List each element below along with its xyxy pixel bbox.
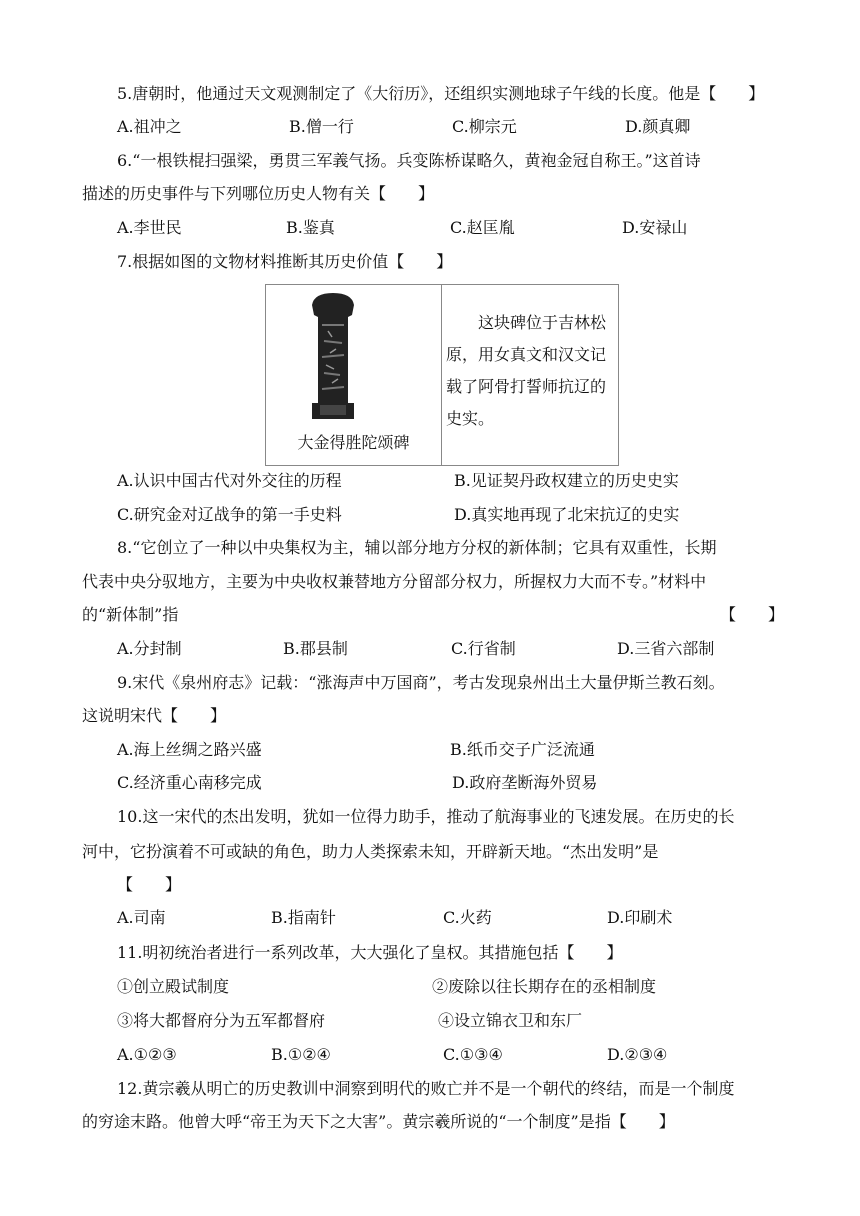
q9-option-c[interactable]: C.经济重心南移完成 (117, 773, 262, 792)
q8-option-a[interactable]: A.分封制 (117, 639, 182, 658)
q6-stem-line1: 6.“一根铁棍扫强梁，勇贯三军義气扬。兵变陈桥谋略久，黄袍金冠自称王。”这首诗 (117, 151, 701, 170)
q11-stem: 11.明初统治者进行一系列改革，大大强化了皇权。其措施包括【 】 (117, 943, 623, 962)
q10-stem-line2: 河中，它扮演着不可或缺的角色，助力人类探索未知，开辟新天地。“杰出发明”是 (82, 842, 659, 861)
q8-stem-line3: 的“新体制”指 (82, 605, 179, 624)
q10-option-a[interactable]: A.司南 (117, 908, 166, 927)
q7-option-b[interactable]: B.见证契丹政权建立的历史史实 (454, 471, 679, 490)
q12-stem-line2: 的穷途末路。他曾大呼“帝王为天下之大害”。黄宗羲所说的“一个制度”是指【 】 (82, 1112, 675, 1131)
q5-option-a[interactable]: A.祖冲之 (117, 117, 182, 136)
relic-description: 这块碑位于吉林松原，用女真文和汉文记载了阿骨打誓师抗辽的史实。 (446, 313, 607, 428)
q10-option-b[interactable]: B.指南针 (271, 908, 336, 927)
q5-stem: 5.唐朝时，他通过天文观测制定了《大衍历》，还组织实测地球子午线的长度。他是【 】 (117, 84, 765, 103)
q11-item-2: ②废除以往长期存在的丞相制度 (432, 977, 657, 996)
relic-figure-table (265, 284, 619, 466)
q8-option-c[interactable]: C.行省制 (451, 639, 516, 658)
q9-option-a[interactable]: A.海上丝绸之路兴盛 (117, 740, 262, 759)
q6-option-d[interactable]: D.安禄山 (622, 218, 688, 237)
q11-item-3: ③将大都督府分为五军都督府 (117, 1011, 326, 1030)
q11-option-c[interactable]: C.①③④ (443, 1045, 503, 1064)
q7-stem: 7.根据如图的文物材料推断其历史价值【 】 (117, 252, 453, 271)
q5-option-d[interactable]: D.颜真卿 (625, 117, 691, 136)
relic-caption: 大金得胜陀颂碑 (297, 433, 410, 452)
q5-option-b[interactable]: B.僧一行 (289, 117, 354, 136)
q9-option-d[interactable]: D.政府垄断海外贸易 (452, 773, 598, 792)
q5-option-c[interactable]: C.柳宗元 (452, 117, 517, 136)
q8-option-b[interactable]: B.郡县制 (283, 639, 348, 658)
q11-option-d[interactable]: D.②③④ (607, 1045, 668, 1064)
q10-answer-bracket: 【 】 (117, 875, 182, 894)
q8-option-d[interactable]: D.三省六部制 (617, 639, 715, 658)
q7-option-a[interactable]: A.认识中国古代对外交往的历程 (117, 471, 342, 490)
q7-option-d[interactable]: D.真实地再现了北宋抗辽的史实 (454, 505, 680, 524)
q8-stem-line2: 代表中央分驭地方，主要为中央收权兼替地方分留部分权力，所握权力大而不专。”材料中 (82, 572, 707, 591)
q11-item-4: ④设立锦衣卫和东厂 (438, 1011, 583, 1030)
q11-option-a[interactable]: A.①②③ (117, 1045, 177, 1064)
q6-option-c[interactable]: C.赵匡胤 (450, 218, 515, 237)
q10-option-d[interactable]: D.印刷术 (607, 908, 673, 927)
q9-option-b[interactable]: B.纸币交子广泛流通 (450, 740, 595, 759)
q8-answer-bracket: 【 】 (720, 605, 785, 624)
q11-option-b[interactable]: B.①②④ (271, 1045, 331, 1064)
q7-option-c[interactable]: C.研究金对辽战争的第一手史料 (117, 505, 342, 524)
q9-stem-line1: 9.宋代《泉州府志》记载：“涨海声中万国商”，考古发现泉州出土大量伊斯兰教石刻。 (117, 673, 725, 692)
q6-option-b[interactable]: B.鉴真 (286, 218, 335, 237)
q10-option-c[interactable]: C.火药 (443, 908, 492, 927)
q12-stem-line1: 12.黄宗羲从明亡的历史教训中洞察到明代的败亡并不是一个朝代的终结，而是一个制度 (117, 1079, 735, 1098)
q6-stem-line2: 描述的历史事件与下列哪位历史人物有关【 】 (82, 184, 435, 203)
q6-option-a[interactable]: A.李世民 (117, 218, 182, 237)
q9-stem-line2: 这说明宋代【 】 (82, 706, 227, 725)
q8-stem-line1: 8.“它创立了一种以中央集权为主，辅以部分地方分权的新体制；它具有双重性，长期 (117, 538, 717, 557)
table-divider (441, 285, 442, 465)
q10-stem-line1: 10.这一宋代的杰出发明，犹如一位得力助手，推动了航海事业的飞速发展。在历史的长 (117, 807, 735, 826)
q11-item-1: ①创立殿试制度 (117, 977, 230, 996)
stele-image (302, 291, 364, 421)
